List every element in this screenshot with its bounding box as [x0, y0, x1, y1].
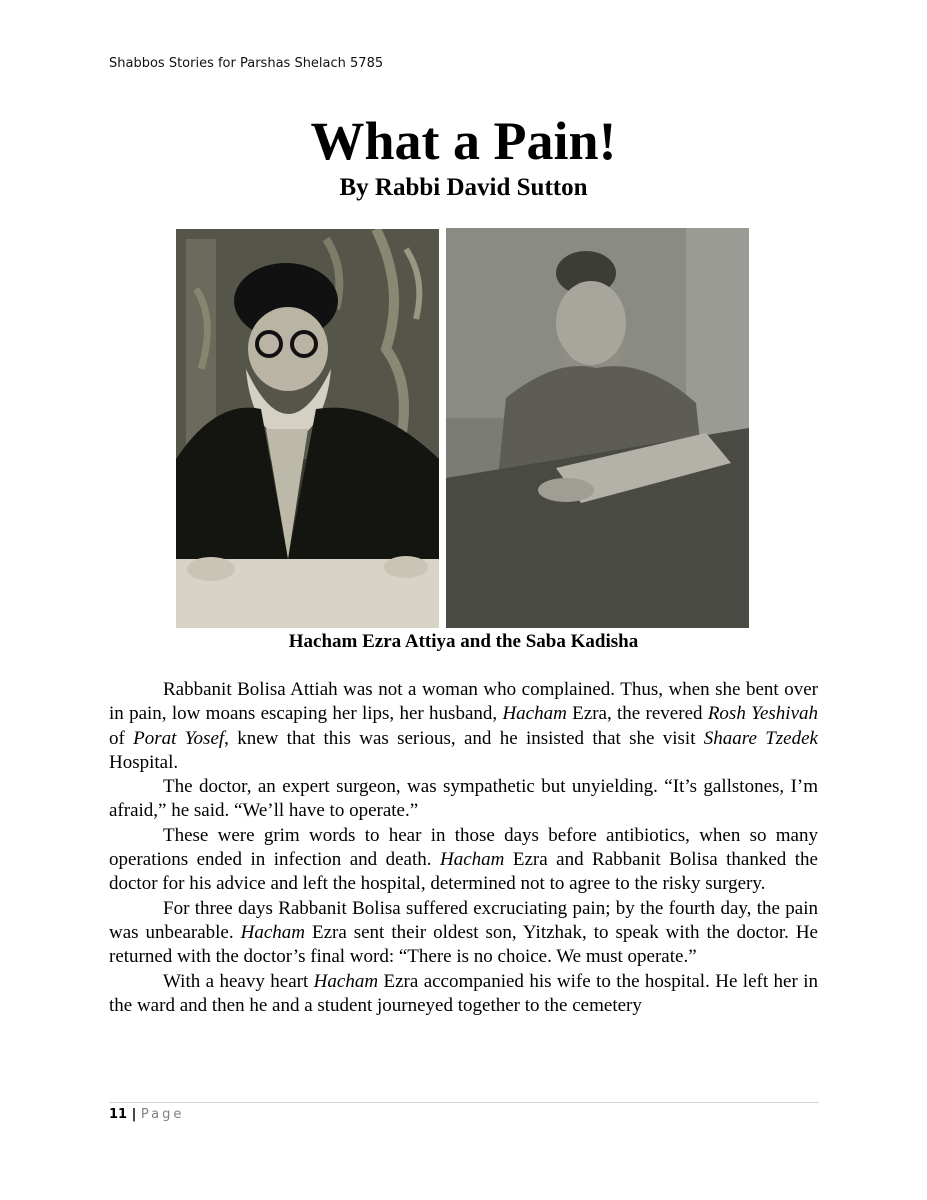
italic-term: Hacham	[440, 849, 505, 871]
text-run: Rabbanit Bolisa Attiah was not a woman who complained. Thus, when she bent over in pain, low moans escaping her lips, her husband,	[109, 679, 818, 725]
italic-term: Hacham	[502, 703, 567, 725]
text-run: With a heavy heart	[163, 970, 314, 992]
photo-saba-kadisha	[446, 228, 749, 628]
article-title: What a Pain!	[310, 111, 617, 171]
body-paragraph	[109, 824, 818, 897]
footer-rule	[109, 1102, 819, 1103]
text-run: Hospital.	[109, 751, 179, 773]
page-number: 11	[109, 1107, 128, 1122]
italic-term: Hacham	[240, 921, 305, 943]
italic-term: Shaare Tzedek	[703, 727, 818, 749]
text-run: These were grim words to hear in those days before antibiotics, when so many operations ended in infection and death.	[109, 824, 818, 871]
page-label: Page	[140, 1107, 185, 1122]
italic-term: Hacham	[313, 970, 379, 992]
body-paragraph	[109, 775, 818, 824]
page-footer	[109, 1107, 184, 1122]
body-paragraph	[109, 970, 818, 1019]
text-run: of	[109, 727, 134, 749]
body-paragraph	[109, 678, 818, 775]
text-run: Ezra, the revered	[566, 703, 708, 725]
photo-caption: Hacham Ezra Attiya and the Saba Kadisha	[288, 631, 639, 652]
italic-term: Porat Yosef	[133, 727, 225, 749]
body-paragraph	[109, 897, 818, 970]
text-run: , knew that this was serious, and he insisted that she visit	[224, 727, 704, 749]
text-run: For three days Rabbanit Bolisa suffered excruciating pain; by the fourth day, the pain was unbearable.	[109, 897, 818, 943]
photo-hacham-ezra-attiya	[176, 229, 439, 628]
text-run: The doctor, an expert surgeon, was sympathetic but unyielding. “It’s gallstones, I’m afraid,” he said. “We’ll have to operate.”	[109, 776, 818, 822]
running-header: Shabbos Stories for Parshas Shelach 5785	[109, 56, 384, 71]
page-separator: |	[127, 1107, 141, 1122]
photo-hacham-ezra-attiya-image	[176, 229, 439, 628]
text-run: Ezra and Rabbanit Bolisa thanked the doctor for his advice and left the hospital, determined not to agree to the risky surgery.	[109, 849, 818, 895]
article-byline: By Rabbi David Sutton	[339, 174, 588, 201]
photo-saba-kadisha-image	[446, 228, 749, 628]
text-run: Ezra sent their oldest son, Yitzhak, to speak with the doctor. He returned with the doctor’s final word: “There is no choice. We must operate.”	[109, 921, 818, 968]
article-body	[109, 678, 818, 1018]
italic-term: Rosh Yeshivah	[707, 703, 819, 725]
text-run: Ezra accompanied his wife to the hospital. He left her in the ward and then he and a student journeyed together to the cemetery	[109, 970, 818, 1016]
